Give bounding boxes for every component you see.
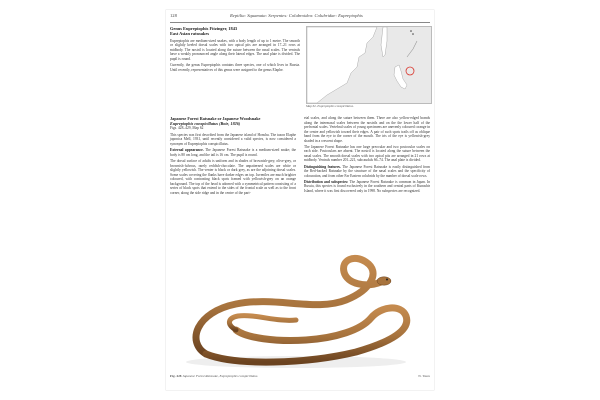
- right-paragraph-2: The Japanese Forest Ratsnake has one large preocular and two postocular scales on each side. Postoculars are absent. The nostril is located along the suture between the nasal scales. The smooth dorsal scales with two apical pits are arranged in 21 rows at midbody. Ventrals number 201–221, subcaudals 66–74. The anal plate is divided.: [304, 144, 430, 163]
- left-paragraph-1: This species was first described from the Japanese island of Honshu. The taxon Elaphe japonica Mell, 1931, until recently considered a valid species, is now considered a synonym of Euprepiophis conspicillatus.: [170, 132, 296, 146]
- text-column-right: [304, 116, 430, 195]
- species-scientific-name: Euprepiophis conspicillatus (Boie, 1826): [170, 121, 241, 127]
- genus-paragraph-1: Euprepiophis are medium-sized snakes, with a body length of up to 1 metre. The smooth or slightly keeled dorsal scales with two apical pits are arranged in 17–21 rows at midbody. The nostril is located along the suture between the nasal scales. The ventrals have a weakly pronounced angle along their lateral edges. The anal plate is divided. The pupil is round.: [170, 38, 300, 61]
- map-dot: [412, 33, 414, 35]
- left-paragraph-2: [170, 148, 296, 157]
- distinguishing-features-text: The Japanese Forest Ratsnake is easily distinguished from the Red-backed Ratsnake by the structure of the nasal scales and the specificity of colouration, and from other Far Eastern colubrids by the number of dorsal scale rows.: [304, 164, 430, 178]
- page-header: [166, 10, 434, 22]
- map-dot: [410, 30, 412, 32]
- running-title: Reptilia: Squamata: Serpentes: Colubroidea: Colubridae: Euprepiophis: [230, 13, 363, 18]
- species-common-name: Japanese Forest Ratsnake or Japanese Woodsnake: [170, 116, 261, 121]
- photo-credit: N. Tsuru: [418, 374, 430, 378]
- snake-illustration: [166, 242, 434, 372]
- right-paragraph-3: [304, 165, 430, 179]
- snake-head: [377, 277, 391, 285]
- book-page: [166, 10, 434, 390]
- genus-paragraph-2: Currently, the genus Euprepiophis contains three species, one of which lives in Russia. Until recently, representatives of this genus were assigned to the genus Elaphe.: [170, 63, 300, 72]
- distinguishing-features-heading: Distinguishing features.: [304, 164, 341, 169]
- right-paragraph-4: [304, 180, 430, 194]
- map-caption: Map 62. Euprepiophis conspicillatus.: [306, 104, 354, 108]
- snake-tail: [229, 316, 296, 330]
- right-paragraph-1: etal scales, and along the suture between them. There are also yellow-edged brands along the intermasal scales between the nostrils and on the the lower half of the prefrontal scales. Vertebral scales of young specimens are unevenly coloured: orange in the centre and yellowish toward their edges. A pair of such spots trails off as oblique band from the eye to the corner of the mouth. The iris of the eye is yellowish-grey shaded in a crescent shape.: [304, 116, 430, 143]
- left-paragraph-3: The dorsal surface of adults is uniform and in shades of brownish-grey, olive-grey, or brownish-fulvous, rarely reddish-chocolate. The unpatterned scales are white or slightly yellowish. The venter is black or dark grey, as are the adjoining dorsal scales. Some scales covering the flanks have darker edges on top. Juveniles are much brighter coloured, with contrasting black spots framed with yellowish-grey on an orange background. The top of the head is adorned with a symmetrical pattern consisting of a series of black spots that extend to the sides of the frontal scale as well as to the front corner, along the side ridge and in the centre of the pari-: [170, 159, 296, 195]
- page-number: 128: [170, 13, 177, 18]
- snake-eye: [386, 279, 388, 281]
- distribution-text: The Japanese Forest Ratsnake is common in Japan. In Russia, this species is found exclusively in the southern and central parts of Kunashir Island, where it was first discovered only in 1998. No subspecies are recognized.: [304, 179, 430, 193]
- distribution-heading: Distribution and subspecies:: [304, 179, 349, 184]
- genus-title: Genus Euprepiophis Fitzinger, 1843: [170, 26, 238, 31]
- figure-label: Fig. 428: [170, 374, 182, 378]
- range-map: [306, 26, 432, 104]
- external-appearance-heading: External appearance.: [170, 148, 204, 153]
- text-column-left: [170, 116, 296, 197]
- genus-section: [170, 26, 300, 74]
- species-figure-refs: Figs. 428–429, Map 62: [170, 126, 204, 131]
- header-rule: [170, 22, 430, 23]
- external-appearance-text: The Japanese Forest Ratsnake is a medium-sized snake; the body is 80 cm long, and the tail is 16 cm. The pupil is round.: [170, 148, 296, 157]
- figure-caption-text: Japanese Forest Ratsnake, Euprepiophis conspicillatus.: [182, 374, 259, 378]
- range-map-graphic: [307, 27, 431, 103]
- genus-subtitle: East Asian ratsnakes: [170, 31, 210, 37]
- snake-photograph: [166, 242, 434, 372]
- figure-caption: [170, 374, 258, 378]
